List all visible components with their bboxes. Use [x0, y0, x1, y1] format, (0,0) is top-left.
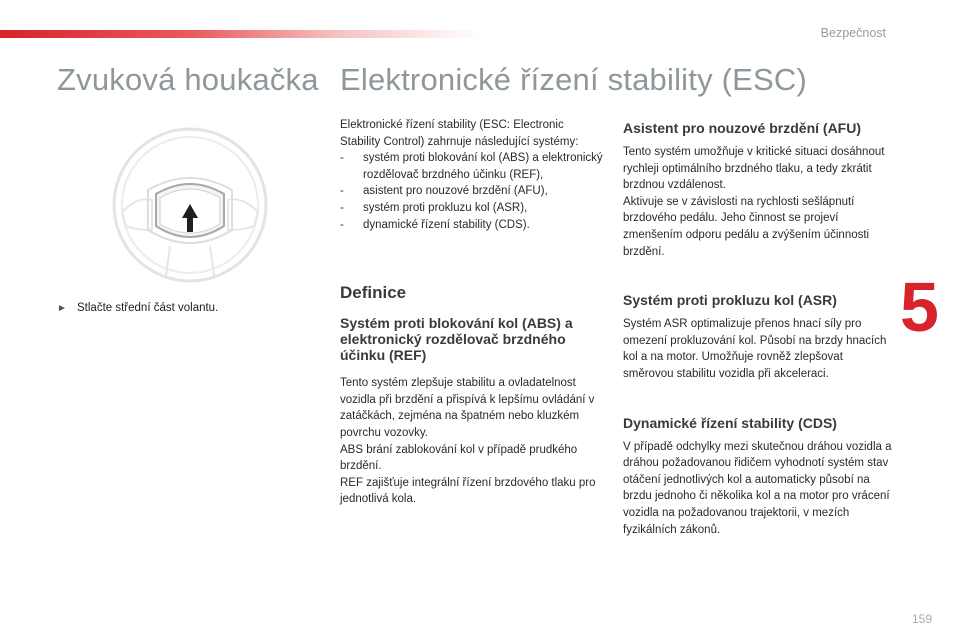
list-item: - asistent pro nouzové brzdění (AFU),	[340, 185, 548, 198]
esc-middle-column	[340, 117, 605, 508]
esc-system-list	[340, 150, 605, 233]
abs-paragraph-3: REF zajišťuje integrální řízení brzdového tlaku pro jednotlivá kola.	[340, 476, 596, 506]
list-item: - dynamické řízení stability (CDS).	[340, 218, 530, 231]
definice-heading: Definice	[340, 283, 407, 303]
section-label: Bezpečnost	[820, 26, 886, 40]
abs-paragraph-1: Tento systém zlepšuje stabilitu a ovladatelnost vozidla při brzdění a přispívá k lepšímu ovládání v zatáčkách, zejména na špatném nebo kluzkém povrchu vozovky.	[340, 377, 595, 439]
abs-paragraph-2: ABS brání zablokování kol v případě prudkého brzdění.	[340, 443, 578, 473]
esc-intro: Elektronické řízení stability (ESC: Electronic Stability Control) zahrnuje následující systémy:	[340, 119, 579, 148]
afu-paragraph-2: Aktivuje se v závislosti na rychlosti sešlápnutí brzdového pedálu. Jeho činnost se projeví zmenšením odporu pedálu a zvýšením účinnosti brzdění.	[623, 195, 870, 258]
list-item: - systém proti prokluzu kol (ASR),	[340, 201, 528, 214]
list-item: - systém proti blokování kol (ABS) a elektronický rozdělovač brzdného účinku (REF),	[340, 152, 603, 181]
horn-instruction: ► Stlačte střední část volantu.	[57, 302, 219, 314]
afu-heading: Asistent pro nouzové brzdění (AFU)	[623, 120, 861, 136]
steering-wheel-illustration	[108, 126, 272, 284]
page-number: 159	[911, 612, 932, 626]
esc-right-column	[623, 120, 893, 538]
arrow-right-icon: ►	[57, 303, 67, 314]
esc-title: Elektronické řízení stability (ESC)	[340, 62, 807, 97]
asr-paragraph: Systém ASR optimalizuje přenos hnací síly pro omezení prokluzování kol. Působí na brzdy hnacích kol a na motor. Umožňuje rovněž zlepšovat směrovou stabilitu vozidla při akceleraci.	[623, 318, 887, 380]
cds-paragraph: V případě odchylky mezi skutečnou dráhou vozidla a dráhou požadovanou řidičem vyhodnotí systém stav otáčení jednotlivých kol a automaticky působí na brzdu jednoho či několika kol a na motor pro vrácení vozidla na požadovanou trajektorii, v mezích fyzikálních zákonů.	[623, 440, 892, 536]
cds-heading: Dynamické řízení stability (CDS)	[623, 414, 837, 431]
asr-heading: Systém proti prokluzu kol (ASR)	[623, 292, 837, 309]
horn-title: Zvuková houkačka	[57, 62, 319, 97]
chapter-number: 5	[900, 268, 939, 346]
abs-heading: Systém proti blokování kol (ABS) a elektronický rozdělovač brzdného účinku (REF)	[340, 315, 573, 364]
afu-paragraph-1: Tento systém umožňuje v kritické situaci dosáhnout rychleji optimálního brzdného tlaku, a tedy zkrátit brzdnou vzdálenost.	[623, 146, 885, 192]
top-accent-bar	[0, 30, 480, 38]
